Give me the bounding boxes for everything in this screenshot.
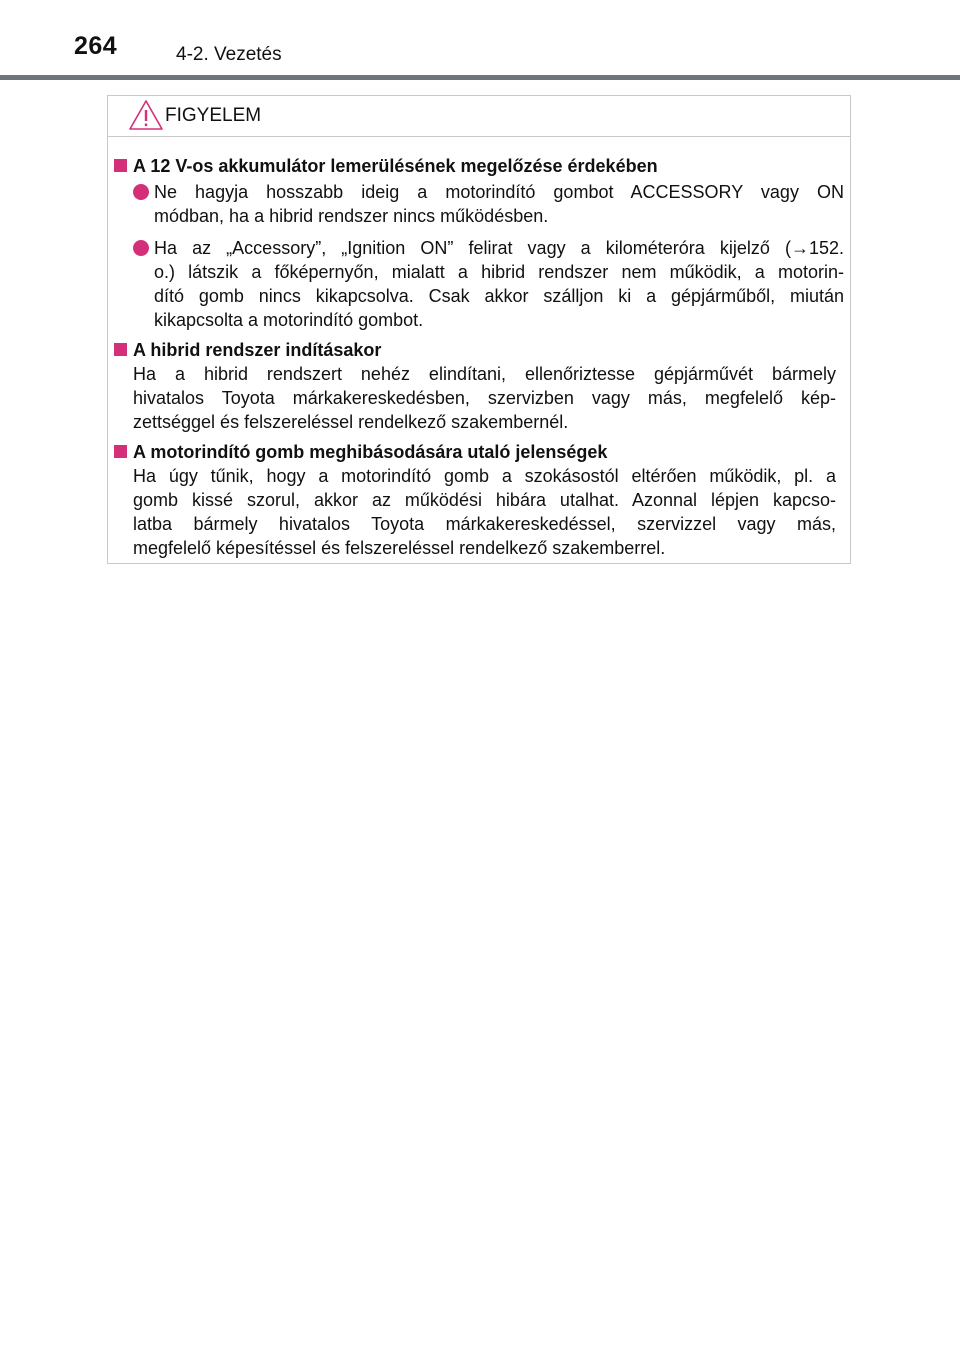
bullet-item: Ha az „Accessory”, „Ignition ON” felirat vagy a kilométeróra kijelző (→152. o.) látszik a főképernyőn, mialatt a hibrid rendszer nem működik, a motorin- dító gomb nincs kikapcsolva. Csak akkor szálljon ki a gépjárműből, miután kikapcsolta a motorindító gombot. [114, 236, 844, 332]
round-bullet-icon [133, 240, 149, 256]
page-number: 264 [74, 32, 118, 60]
square-bullet-icon [114, 445, 127, 458]
page-header [0, 0, 960, 80]
paragraph: Ha úgy tűnik, hogy a motorindító gomb a szokásostól eltérően működik, pl. a gomb kissé szorul, akkor az működési hibára utalhat. Azonnal lépjen kapcso- latba bármely hivatalos Toyota márkakereskedéssel, szervizzel vagy más, megfelelő képesítéssel és felszereléssel rendelkező szakemberrel. [133, 466, 836, 558]
round-bullet-icon [133, 184, 149, 200]
warning-triangle-icon [128, 99, 164, 131]
header-divider [0, 75, 960, 80]
warning-content [114, 154, 844, 560]
square-bullet-icon [114, 159, 127, 172]
section-title: 4-2. Vezetés [176, 44, 282, 65]
section-heading: A 12 V-os akkumulátor lemerülésének megelőzése érdekében [114, 154, 844, 178]
paragraph: Ha a hibrid rendszert nehéz elindítani, ellenőriztesse gépjárművét bármely hivatalos Toyota márkakereskedésben, szervizben vagy más, megfelelő kép- zettséggel és felszereléssel rendelkező szakembernél. [133, 364, 836, 432]
square-bullet-icon [114, 343, 127, 356]
section-heading: A hibrid rendszer indításakor [114, 338, 844, 362]
warning-title: FIGYELEM [165, 105, 262, 126]
warning-box [107, 95, 851, 564]
section-heading: A motorindító gomb meghibásodására utaló jelenségek [114, 440, 844, 464]
bullet-item: Ne hagyja hosszabb ideig a motorindító gombot ACCESSORY vagy ON módban, ha a hibrid rendszer nincs működésben. [114, 180, 844, 228]
warning-header [108, 96, 850, 137]
